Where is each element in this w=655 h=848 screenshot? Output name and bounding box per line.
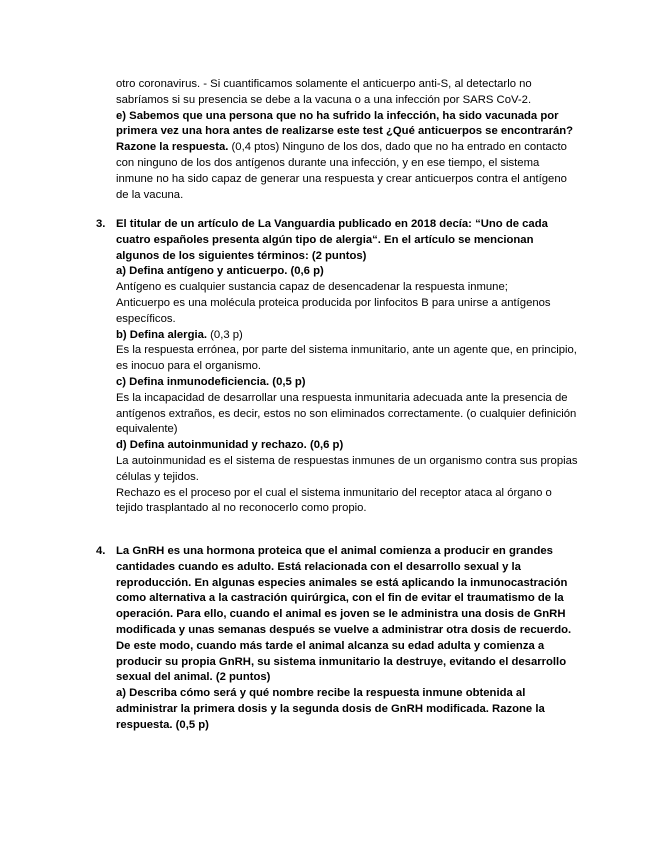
question-3a-answer-line1: Antígeno es cualquier sustancia capaz de desencadenar la respuesta inmune; bbox=[116, 281, 508, 294]
question-e-prompt: e) Sabemos que una persona que no ha sufrido la infección, ha sido vacunada por primera vez una hora antes de realizarse este test ¿Qué anticuerpos se encontrarán? Razone la respuesta. bbox=[116, 109, 574, 154]
question-3b-title: b) Defina alergia. bbox=[116, 328, 208, 341]
question-4-statement-part2: modificada y unas semanas después se vuelve a administrar otra dosis de recuerdo. De este modo, cuando más tarde el animal alcanza su edad adulta y comienza a producir su propia GnRH, su sistema inmunitario la destruye, evitando el desarrollo sexual del animal. (2 puntos) bbox=[116, 623, 572, 684]
question-4a-title: a) Describa cómo será y qué nombre recibe la respuesta inmune obtenida al administrar la primera dosis y la segunda dosis de GnRH modificada. Razone la respuesta. (0,5 p) bbox=[116, 687, 545, 731]
question-4-statement-part1: La GnRH es una hormona proteica que el animal comienza a producir en grandes cantidades cuando es adulto. Está relacionada con el desarrollo sexual y la reproducción. En algunas especies animales se está aplicando la inmunocastración como alternativa a la castración quirúrgica, con el fin de evitar el traumatismo de la operación. Para ello, cuando el animal es joven se le administra una dosis de GnRH bbox=[116, 545, 568, 621]
question-3b-title-line bbox=[116, 328, 578, 344]
question-3c-answer: Es la incapacidad de desarrollar una respuesta inmunitaria adecuada ante la presencia de antígenos extraños, es decir, estos no son eliminados correctamente. (o cualquier definición equivalente) bbox=[116, 391, 577, 436]
question-3d-answer-autoinmunidad: La autoinmunidad es el sistema de respuestas inmunes de un organismo contra sus propias células y tejidos. bbox=[116, 454, 578, 483]
question-3b-points: (0,3 p) bbox=[207, 328, 243, 341]
intro-section bbox=[116, 77, 578, 203]
question-3a-title: a) Defina antígeno y anticuerpo. (0,6 p) bbox=[116, 265, 324, 278]
question-3b-answer: Es la respuesta errónea, por parte del sistema inmunitario, ante un agente que, en principio, es inocuo para el organismo. bbox=[116, 344, 577, 373]
question-e-answer: (0,4 ptos) Ninguno de los dos, dado que no ha entrado en contacto con ninguno de los dos antígenos durante una infección, y en ese tiempo, el sistema inmune no ha sido capaz de generar una respuesta y crear anticuerpos contra el antígeno de la vacuna. bbox=[116, 141, 567, 201]
question-e bbox=[116, 109, 578, 204]
question-3a-answer-line2: Anticuerpo es una molécula proteica producida por linfocitos B para unirse a antígenos específicos. bbox=[116, 296, 551, 325]
question-3d-title: d) Defina autoinmunidad y rechazo. (0,6 p) bbox=[116, 439, 344, 452]
question-3-number: 3. bbox=[96, 218, 106, 230]
intro-continuation: otro coronavirus. - Si cuantificamos solamente el anticuerpo anti-S, al detectarlo no sabríamos si su presencia se debe a la vacuna o a una infección por SARS CoV-2. bbox=[116, 78, 532, 106]
question-4 bbox=[116, 544, 578, 734]
question-4-number: 4. bbox=[96, 545, 106, 557]
question-3d-answer-rechazo: Rechazo es el proceso por el cual el sistema inmunitario del receptor ataca al órgano o tejido trasplantado al no reconocerlo como propio. bbox=[116, 486, 552, 515]
question-3 bbox=[116, 217, 578, 517]
question-3-statement: El titular de un artículo de La Vanguardia publicado en 2018 decía: “Uno de cada cuatro españoles presenta algún tipo de alergia“. En el artículo se mencionan algunos de los siguientes términos: (2 puntos) bbox=[116, 218, 548, 262]
question-3c-title: c) Defina inmunodeficiencia. (0,5 p) bbox=[116, 375, 306, 388]
